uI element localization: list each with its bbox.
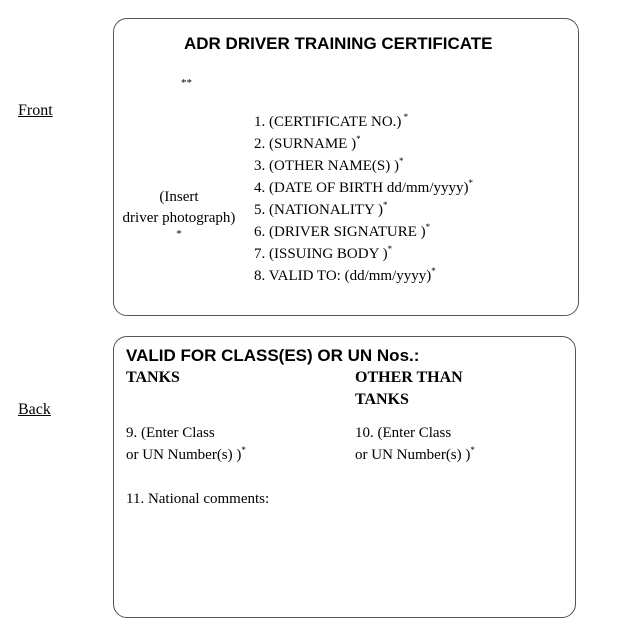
field-certificate-no: 1. (CERTIFICATE NO.) * — [254, 112, 409, 130]
tanks-heading: TANKS — [126, 369, 180, 386]
field-10-line1: 10. (Enter Class — [355, 425, 452, 441]
front-card — [113, 18, 579, 316]
field-nationality: 5. (NATIONALITY )* — [254, 200, 388, 218]
field-9-line2: or UN Number(s) )* — [126, 445, 246, 463]
photo-line-2: driver photograph) — [122, 210, 236, 226]
field-surname: 2. (SURNAME )* — [254, 134, 361, 152]
field-valid-to: 8. VALID TO: (dd/mm/yyyy)* — [254, 266, 436, 284]
photo-placeholder — [114, 187, 244, 240]
field-11-national-comments: 11. National comments: — [126, 491, 270, 507]
front-title: ADR DRIVER TRAINING CERTIFICATE — [184, 34, 493, 53]
other-than-tanks-heading-line1: OTHER THAN — [355, 369, 463, 386]
field-other-names: 3. (OTHER NAME(S) )* — [254, 156, 404, 174]
back-label: Back — [18, 401, 51, 418]
back-title: VALID FOR CLASS(ES) OR UN Nos.: — [126, 346, 420, 365]
field-issuing-body: 7. (ISSUING BODY )* — [254, 244, 393, 262]
front-label: Front — [18, 102, 53, 119]
field-date-of-birth: 4. (DATE OF BIRTH dd/mm/yyyy)* — [254, 178, 474, 196]
field-9-line1: 9. (Enter Class — [126, 425, 215, 441]
other-than-tanks-heading-line2: TANKS — [355, 391, 409, 408]
double-star-mark: ** — [181, 77, 192, 89]
field-driver-signature: 6. (DRIVER SIGNATURE )* — [254, 222, 431, 240]
photo-line-1: (Insert — [159, 189, 199, 205]
certificate-field-list — [254, 111, 473, 287]
photo-star: * — [176, 228, 182, 240]
field-10-line2: or UN Number(s) )* — [355, 445, 475, 463]
back-card — [113, 336, 576, 618]
